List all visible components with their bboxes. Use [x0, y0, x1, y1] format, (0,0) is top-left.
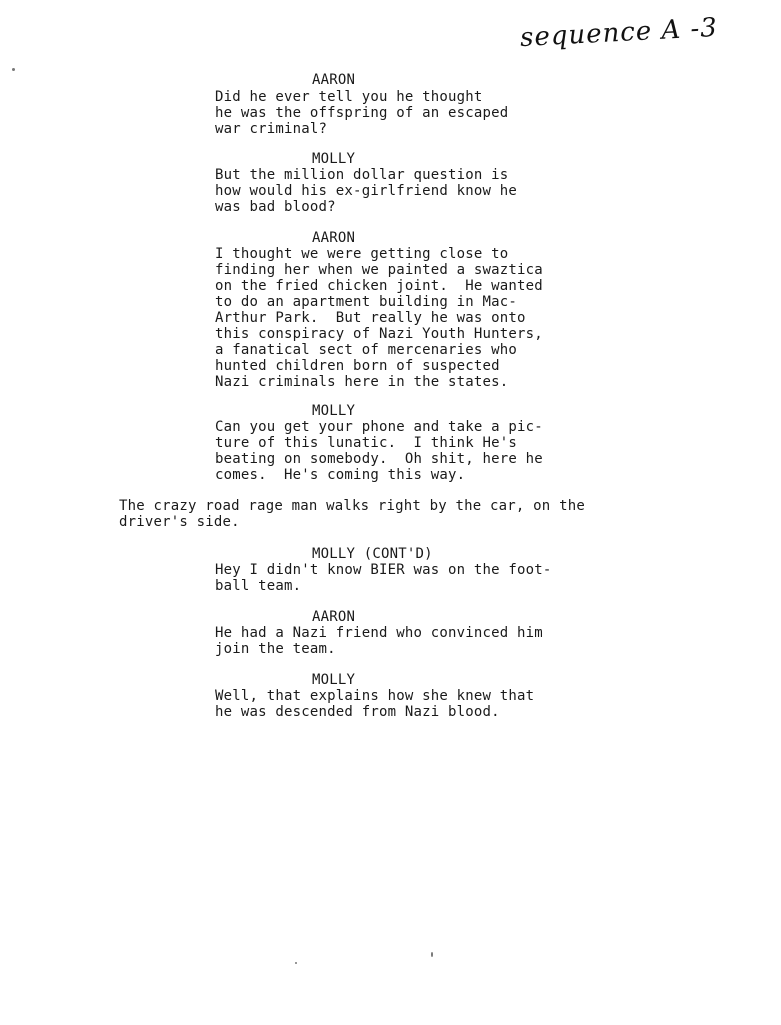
dialogue-line: hunted children born of suspected: [215, 358, 500, 374]
character-name: MOLLY: [312, 403, 356, 419]
dialogue-line: ture of this lunatic. I think He's: [215, 435, 518, 451]
dialogue-line: how would his ex-girlfriend know he: [215, 183, 518, 199]
dialogue-line: He had a Nazi friend who convinced him: [215, 625, 543, 641]
scan-speck: [295, 962, 297, 964]
dialogue-line: a fanatical sect of mercenaries who: [215, 342, 518, 358]
character-name: AARON: [312, 72, 356, 88]
character-name: MOLLY: [312, 151, 356, 167]
scan-speck: [431, 952, 433, 957]
dialogue-line: Arthur Park. But really he was onto: [215, 310, 526, 326]
dialogue-line: Did he ever tell you he thought: [215, 89, 483, 105]
action-line: The crazy road rage man walks right by the car, on the: [119, 498, 585, 514]
dialogue-line: But the million dollar question is: [215, 167, 509, 183]
handwritten-sequence-note: sequence A -3: [519, 12, 719, 54]
scan-speck: [12, 68, 15, 71]
character-name: MOLLY: [312, 672, 356, 688]
dialogue-line: Well, that explains how she knew that: [215, 688, 535, 704]
dialogue-line: beating on somebody. Oh shit, here he: [215, 451, 543, 467]
dialogue-line: Can you get your phone and take a pic-: [215, 419, 543, 435]
dialogue-line: Hey I didn't know BIER was on the foot-: [215, 562, 552, 578]
dialogue-line: I thought we were getting close to: [215, 246, 509, 262]
dialogue-line: war criminal?: [215, 121, 328, 137]
dialogue-line: he was the offspring of an escaped: [215, 105, 509, 121]
dialogue-line: Nazi criminals here in the states.: [215, 374, 509, 390]
dialogue-line: join the team.: [215, 641, 336, 657]
action-line: driver's side.: [119, 514, 240, 530]
dialogue-line: ball team.: [215, 578, 302, 594]
dialogue-line: to do an apartment building in Mac-: [215, 294, 518, 310]
dialogue-line: comes. He's coming this way.: [215, 467, 466, 483]
character-name: AARON: [312, 230, 356, 246]
dialogue-line: on the fried chicken joint. He wanted: [215, 278, 543, 294]
character-name: AARON: [312, 609, 356, 625]
character-name: MOLLY (CONT'D): [312, 546, 433, 562]
dialogue-line: finding her when we painted a swaztica: [215, 262, 543, 278]
dialogue-line: this conspiracy of Nazi Youth Hunters,: [215, 326, 543, 342]
dialogue-line: he was descended from Nazi blood.: [215, 704, 500, 720]
dialogue-line: was bad blood?: [215, 199, 336, 215]
